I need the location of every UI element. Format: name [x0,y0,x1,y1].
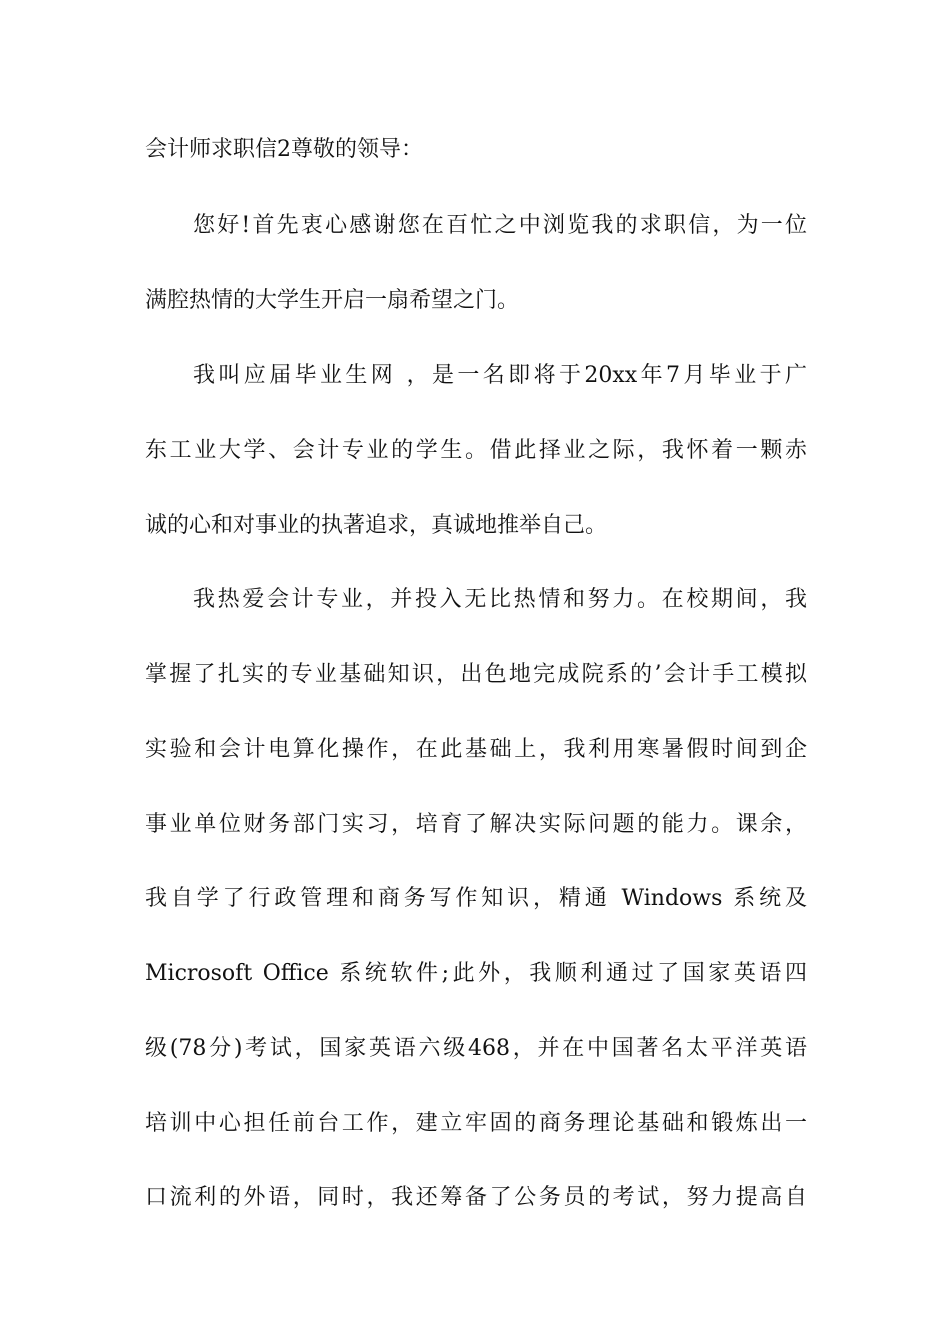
paragraph-line: 我热爱会计专业，并投入无比热情和努力。在校期间，我 [193,587,807,612]
paragraph-line: 培训中心担任前台工作，建立牢固的商务理论基础和锻炼出一 [145,1111,807,1136]
paragraph-line: 您好!首先衷心感谢您在百忙之中浏览我的求职信，为一位 [193,213,807,238]
paragraph-line: 我叫应届毕业生网 ，是一名即将于20xx年7月毕业于广 [193,363,807,388]
paragraph-line: 满腔热情的大学生开启一扇希望之门。 [145,288,520,313]
paragraph-line: 掌握了扎实的专业基础知识，出色地完成院系的’会计手工模拟 [145,662,807,687]
paragraph-line: Microsoft Office 系统软件;此外，我顺利通过了国家英语四 [145,961,807,986]
paragraph-line: 级(78分)考试，国家英语六级468，并在中国著名太平洋英语 [145,1036,807,1061]
paragraph-line: 事业单位财务部门实习，培育了解决实际问题的能力。课余， [145,812,807,837]
paragraph-line: 我自学了行政管理和商务写作知识，精通 Windows 系统及 [145,886,807,911]
paragraph-line: 东工业大学、会计专业的学生。借此择业之际，我怀着一颗赤 [145,438,807,463]
paragraph-line: 口流利的外语，同时，我还筹备了公务员的考试，努力提高自 [145,1185,807,1210]
salutation-line: 会计师求职信2尊敬的领导： [145,137,423,162]
paragraph-line: 诚的心和对事业的执著追求，真诚地推举自己。 [145,513,608,538]
paragraph-line: 实验和会计电算化操作，在此基础上，我利用寒暑假时间到企 [145,737,807,762]
